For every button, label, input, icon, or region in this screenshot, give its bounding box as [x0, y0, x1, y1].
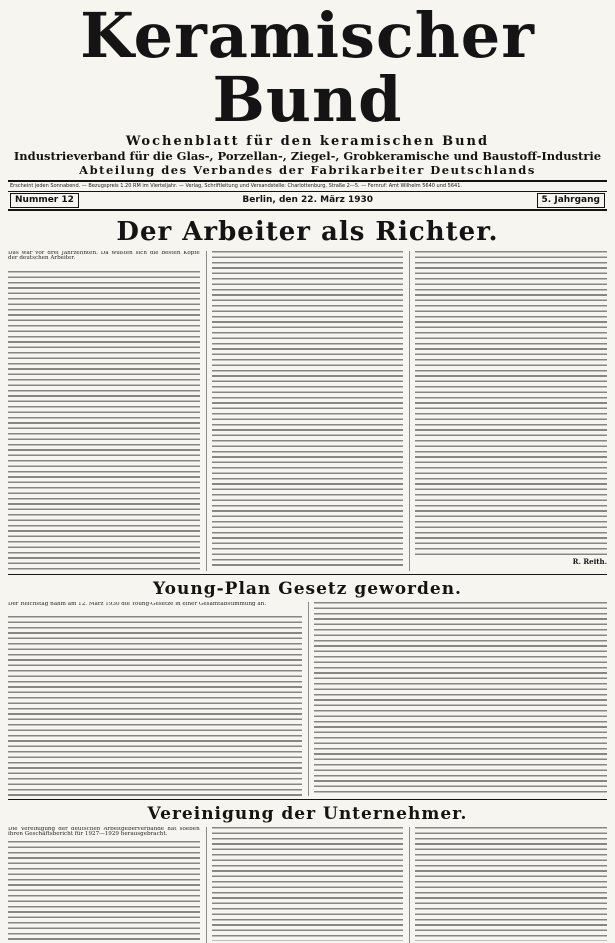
- article3-column-1: [8, 827, 200, 943]
- masthead-department-line: Abteilung des Verbandes der Fabrikarbeiter Deutschlands: [79, 163, 536, 177]
- article1-headline: Der Arbeiter als Richter.: [116, 217, 499, 247]
- article1-signature: R. Reith.: [572, 557, 608, 566]
- article3-text-block: [212, 827, 404, 941]
- issue-date: Berlin, den 22. März 1930: [242, 195, 374, 205]
- article3-text-block: [8, 841, 200, 943]
- article1-columns: [8, 251, 607, 571]
- masthead-title: Keramischer Bund: [80, 0, 535, 136]
- article3-column-3: [409, 827, 607, 943]
- article2-text-block: [314, 602, 608, 794]
- article2-text-block: [8, 616, 302, 796]
- masthead-subtitle: Wochenblatt für den keramischen Bund: [125, 134, 490, 149]
- article2-column-1: [8, 602, 302, 796]
- article3-headline: Vereinigung der Unternehmer.: [147, 804, 468, 824]
- article3-column-2: [206, 827, 404, 943]
- article3-opening: Die Vereinigung der deutschen Arbeitgeberverbände hat soeben ihren Geschäftsbericht für 1927—1929 herausgebracht.: [8, 827, 200, 838]
- masthead-info-line: Erscheint jeden Sonnabend. — Bezugspreis 1.20 RM im Vierteljahr. — Verlag, Schriftleitung und Versandstelle: Charlottenburg, Straße 2—5. — Fernruf: Amt Wilhelm 5640 und 5641.: [8, 180, 607, 192]
- article1-column-3: [409, 251, 607, 571]
- article1-opening: Das war vor drei Jahrzehnten. Da wußten sich die besten Köpfe der deutschen Arbeiter.: [8, 251, 200, 262]
- article1-column-2: [206, 251, 404, 571]
- article2-columns: [8, 602, 607, 796]
- article2-column-2: [308, 602, 608, 796]
- issue-bar: [8, 192, 607, 211]
- article3-text-block: [415, 827, 607, 941]
- issue-volume: 5. Jahrgang: [537, 193, 605, 208]
- article1-text-block: [415, 251, 607, 557]
- article1-text-block: [8, 271, 200, 571]
- article2-opening: Der Reichstag nahm am 12. März 1930 die Young-Gesetze in einer Gesamtabstimmung an.: [8, 602, 267, 607]
- section-divider: [8, 799, 607, 800]
- article1-column-1: [8, 251, 200, 571]
- issue-number: Nummer 12: [10, 193, 79, 208]
- section-divider: [8, 574, 607, 575]
- article2-headline: Young-Plan Gesetz geworden.: [153, 579, 462, 599]
- masthead-union-line: Industrieverband für die Glas-, Porzellan-, Ziegel-, Grobkeramische und Baustoff-Industrie: [13, 149, 602, 163]
- article3-columns: [8, 827, 607, 943]
- newspaper-page: [8, 0, 608, 896]
- article1-text-block: [212, 251, 404, 569]
